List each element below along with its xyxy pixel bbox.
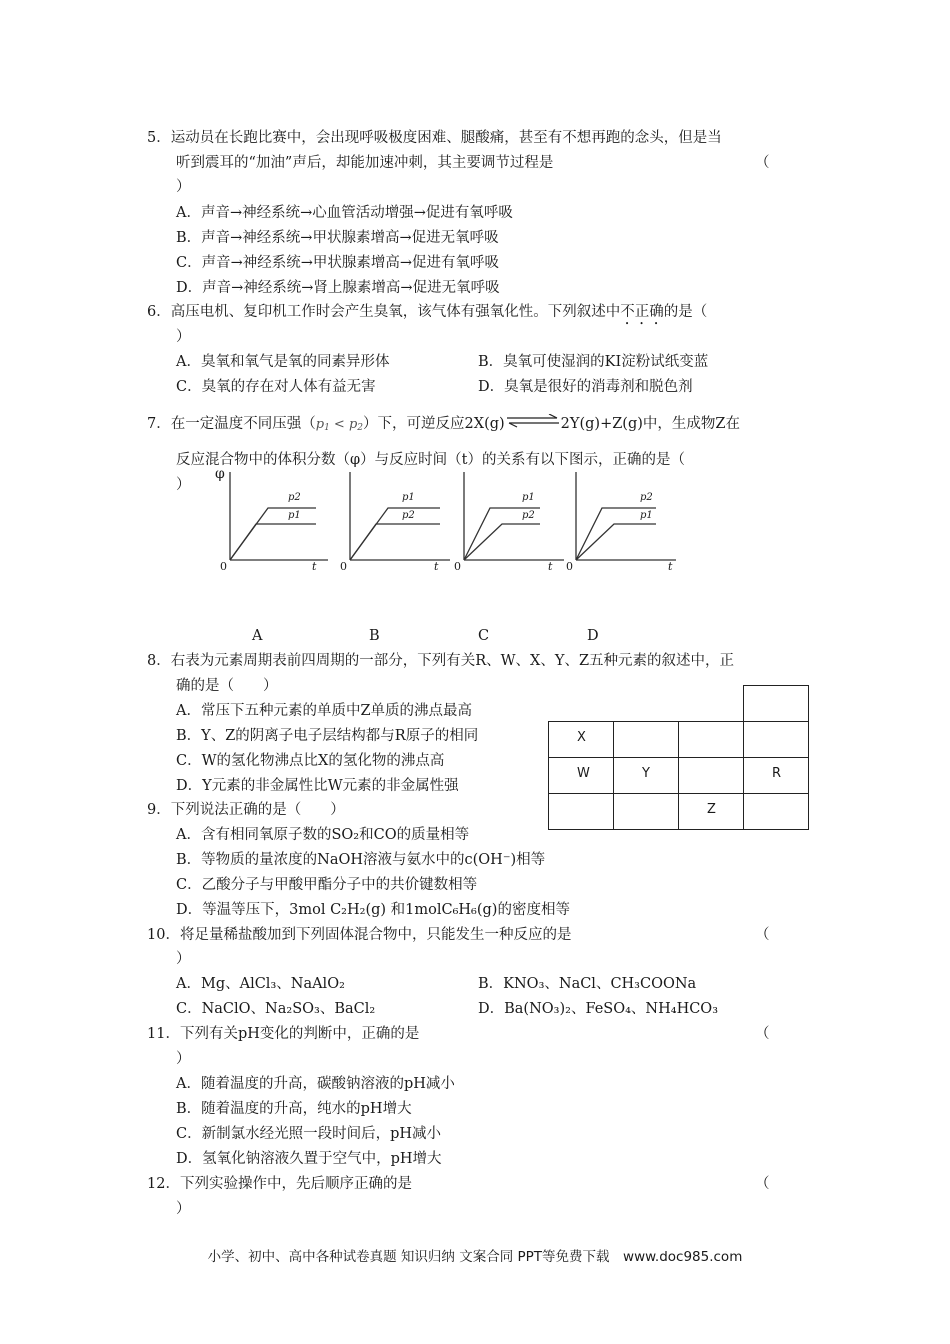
q5-option-b: B．声音→神经系统→甲状腺素增高→促进无氧呼吸 [176, 230, 499, 246]
q11-option-c: C．新制氯水经光照一段时间后，pH减小 [176, 1126, 442, 1142]
q10-paren-close: ） [176, 951, 191, 967]
q6-option-a: A．臭氧和氧气是氧的同素异形体 [176, 354, 390, 370]
q7-graph-a [212, 466, 332, 578]
q8-option-a: A．常压下五种元素的单质中Z单质的沸点最高 [176, 703, 473, 719]
q5-paren-open: （ [755, 155, 770, 171]
q6-option-d: D．臭氧是很好的消毒剂和脱色剂 [478, 379, 693, 395]
q11-option-d: D．氢氧化钠溶液久置于空气中，pH增大 [176, 1151, 442, 1167]
q12-paren-open: （ [755, 1176, 770, 1192]
axis-x-label: t [668, 560, 673, 573]
q7-stem-b: ）下，可逆反应2X(g) [363, 416, 505, 432]
q7-stem-c: 2Y(g)+Z(g)中，生成物Z在 [560, 416, 740, 432]
q8-line2: 确的是（ ） [176, 678, 278, 694]
q6-stem-b: 的是（ [663, 304, 708, 320]
q8-option-d: D．Y元素的非金属性比W元素的非金属性强 [176, 778, 459, 794]
q7-stem-a: 7．在一定温度不同压强（ [147, 416, 316, 432]
q6-stem-emphasis: 不正确 [620, 304, 664, 320]
q7-paren-close: ） [176, 477, 191, 493]
q7-line2: 反应混合物中的体积分数（φ）与反应时间（t）的关系有以下图示，正确的是（ [176, 452, 685, 468]
curve-label-upper: p2 [640, 492, 653, 503]
axis-x-label: t [434, 560, 439, 573]
q11-option-b: B．随着温度的升高，纯水的pH增大 [176, 1101, 412, 1117]
table-cell [679, 686, 744, 722]
q11-paren-open: （ [755, 1026, 770, 1042]
origin-label: 0 [220, 560, 227, 573]
q7-graph-label-c: C [478, 628, 490, 644]
q5-line2: 听到震耳的“加油”声后，却能加速冲刺，其主要调节过程是 [176, 155, 554, 171]
table-cell-w: W [549, 758, 614, 794]
q9-line1: 9．下列说法正确的是（ ） [147, 802, 345, 818]
q7-graph-label-d: D [587, 628, 599, 644]
table-cell [744, 794, 809, 830]
q8-line1: 8．右表为元素周期表前四周期的一部分，下列有关R、W、X、Y、Z五种元素的叙述中，正 [147, 653, 735, 669]
q12-line1: 12．下列实验操作中，先后顺序正确的是 [147, 1176, 412, 1192]
origin-label: 0 [340, 560, 347, 573]
periodic-table-fragment [548, 685, 809, 830]
table-cell [614, 794, 679, 830]
q5-option-c: C．声音→神经系统→甲状腺素增高→促进有氧呼吸 [176, 255, 500, 271]
q10-line1: 10．将足量稀盐酸加到下列固体混合物中，只能发生一种反应的是 [147, 927, 572, 943]
q9-option-b: B．等物质的量浓度的NaOH溶液与氨水中的c(OH⁻)相等 [176, 852, 546, 868]
q9-option-d: D．等温等压下，3mol C₂H₂(g) 和1molC₆H₆(g)的密度相等 [176, 902, 570, 918]
table-cell-r: R [744, 758, 809, 794]
axis-x-label: t [312, 560, 317, 573]
axis-y-label: φ [215, 466, 225, 482]
equilibrium-arrow-icon [505, 414, 561, 434]
curve-label-lower: p1 [288, 510, 301, 521]
table-cell [549, 794, 614, 830]
q7-graph-c [450, 466, 570, 578]
q6-line1 [147, 302, 707, 328]
q7-graph-label-b: B [369, 628, 380, 644]
table-cell [614, 722, 679, 758]
q8-option-c: C．W的氢化物沸点比X的氢化物的沸点高 [176, 753, 445, 769]
q5-paren-close: ） [176, 179, 191, 195]
q6-paren-close: ） [176, 329, 191, 345]
q7-graph-label-a: A [252, 628, 263, 644]
table-cell [549, 686, 614, 722]
q8-option-b: B．Y、Z的阴离子电子层结构都与R原子的相同 [176, 728, 479, 744]
q5-line1: 5．运动员在长跑比赛中，会出现呼吸极度困难、腿酸痛，甚至有不想再跑的念头，但是当 [147, 130, 722, 146]
q11-option-a: A．随着温度的升高，碳酸钠溶液的pH减小 [176, 1076, 455, 1092]
curve-label-upper: p1 [402, 492, 415, 503]
table-cell [679, 722, 744, 758]
q7-graph-b [336, 466, 456, 578]
curve-label-lower: p2 [522, 510, 535, 521]
curve-label-lower: p1 [640, 510, 653, 521]
page-footer: 小学、初中、高中各种试卷真题 知识归纳 文案合同 PPT等免费下载 www.doc985.com [207, 1249, 743, 1265]
q12-paren-close: ） [176, 1201, 191, 1217]
table-cell-y: Y [614, 758, 679, 794]
q10-option-d: D．Ba(NO₃)₂、FeSO₄、NH₄HCO₃ [478, 1001, 719, 1017]
q6-option-b: B．臭氧可使湿润的KI淀粉试纸变蓝 [478, 354, 709, 370]
origin-label: 0 [566, 560, 573, 573]
q9-option-a: A．含有相同氧原子数的SO₂和CO的质量相等 [176, 827, 470, 843]
q7-p1-symbol: $p_1 < p_2$ [315, 417, 364, 433]
q9-option-c: C．乙酸分子与甲酸甲酯分子中的共价键数相等 [176, 877, 478, 893]
q10-option-c: C．NaClO、Na₂SO₃、BaCl₂ [176, 1001, 376, 1017]
q11-paren-close: ） [176, 1051, 191, 1067]
q6-stem-a: 6．高压电机、复印机工作时会产生臭氧，该气体有强氧化性。下列叙述中 [147, 304, 621, 320]
q10-paren-open: （ [755, 927, 770, 943]
origin-label: 0 [454, 560, 461, 573]
q7-graph-d [562, 466, 682, 578]
table-cell [679, 758, 744, 794]
q11-line1: 11．下列有关pH变化的判断中，正确的是 [147, 1026, 420, 1042]
q7-line1 [147, 414, 740, 438]
q6-option-c: C．臭氧的存在对人体有益无害 [176, 379, 376, 395]
curve-label-lower: p2 [402, 510, 415, 521]
table-cell [744, 686, 809, 722]
table-cell [614, 686, 679, 722]
q5-option-a: A．声音→神经系统→心血管活动增强→促进有氧呼吸 [176, 205, 513, 221]
table-cell-x: X [549, 722, 614, 758]
axis-x-label: t [548, 560, 553, 573]
table-cell-z: Z [679, 794, 744, 830]
q10-option-a: A．Mg、AlCl₃、NaAlO₂ [176, 976, 345, 992]
curve-label-upper: p2 [288, 492, 301, 503]
q10-option-b: B．KNO₃、NaCl、CH₃COONa [478, 976, 697, 992]
table-cell [744, 722, 809, 758]
curve-label-upper: p1 [522, 492, 535, 503]
q5-option-d: D．声音→神经系统→肾上腺素增高→促进无氧呼吸 [176, 280, 500, 296]
